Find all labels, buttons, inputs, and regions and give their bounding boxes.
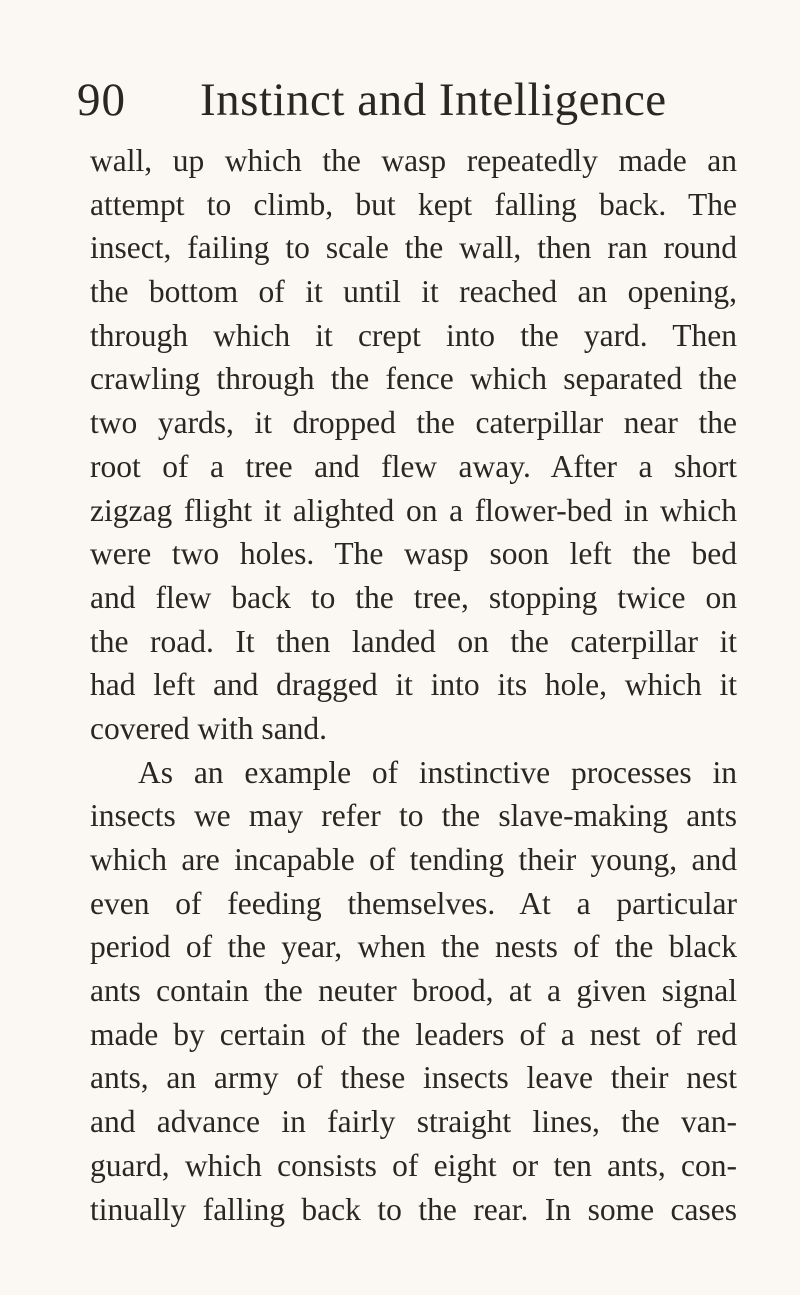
text-line: root of a tree and flew away. After a short bbox=[90, 448, 737, 484]
text-line: guard, which consists of eight or ten ants, con- bbox=[90, 1147, 737, 1183]
paragraph-start-line: As an example of instinctive processes in bbox=[138, 754, 737, 790]
running-title: Instinct and Intelligence bbox=[200, 74, 667, 126]
text-line: through which it crept into the yard. Then bbox=[90, 317, 737, 353]
text-line: which are incapable of tending their young, and bbox=[90, 842, 737, 877]
text-line: insects we may refer to the slave-making ants bbox=[90, 798, 737, 834]
text-line: zigzag flight it alighted on a flower-bed in which bbox=[90, 492, 737, 528]
text-line: insect, failing to scale the wall, then ran round bbox=[90, 230, 737, 266]
text-line: made by certain of the leaders of a nest of red bbox=[90, 1016, 737, 1052]
text-line: wall, up which the wasp repeatedly made an bbox=[90, 143, 737, 178]
page-header bbox=[77, 70, 737, 130]
text-line: two yards, it dropped the caterpillar near the bbox=[90, 405, 737, 441]
text-line: and advance in fairly straight lines, the van- bbox=[90, 1104, 737, 1140]
text-line: tinually falling back to the rear. In some cases bbox=[90, 1191, 737, 1227]
text-line: even of feeding themselves. At a particular bbox=[90, 885, 737, 921]
text-line: were two holes. The wasp soon left the bed bbox=[90, 536, 737, 572]
text-line: crawling through the fence which separated the bbox=[90, 361, 737, 397]
paragraph-end-line: covered with sand. bbox=[90, 710, 328, 746]
text-line: and flew back to the tree, stopping twice on bbox=[90, 579, 737, 615]
text-line: the bottom of it until it reached an opening, bbox=[90, 274, 737, 310]
text-line: had left and dragged it into its hole, which it bbox=[90, 667, 737, 703]
text-line: the road. It then landed on the caterpillar it bbox=[90, 623, 737, 659]
body-text bbox=[90, 139, 737, 1231]
page-number: 90 bbox=[77, 74, 126, 126]
text-line: attempt to climb, but kept falling back. The bbox=[90, 186, 737, 222]
text-line: ants, an army of these insects leave their nest bbox=[90, 1060, 737, 1096]
text-line: ants contain the neuter brood, at a given signal bbox=[90, 973, 737, 1009]
text-line: period of the year, when the nests of the black bbox=[90, 929, 737, 965]
